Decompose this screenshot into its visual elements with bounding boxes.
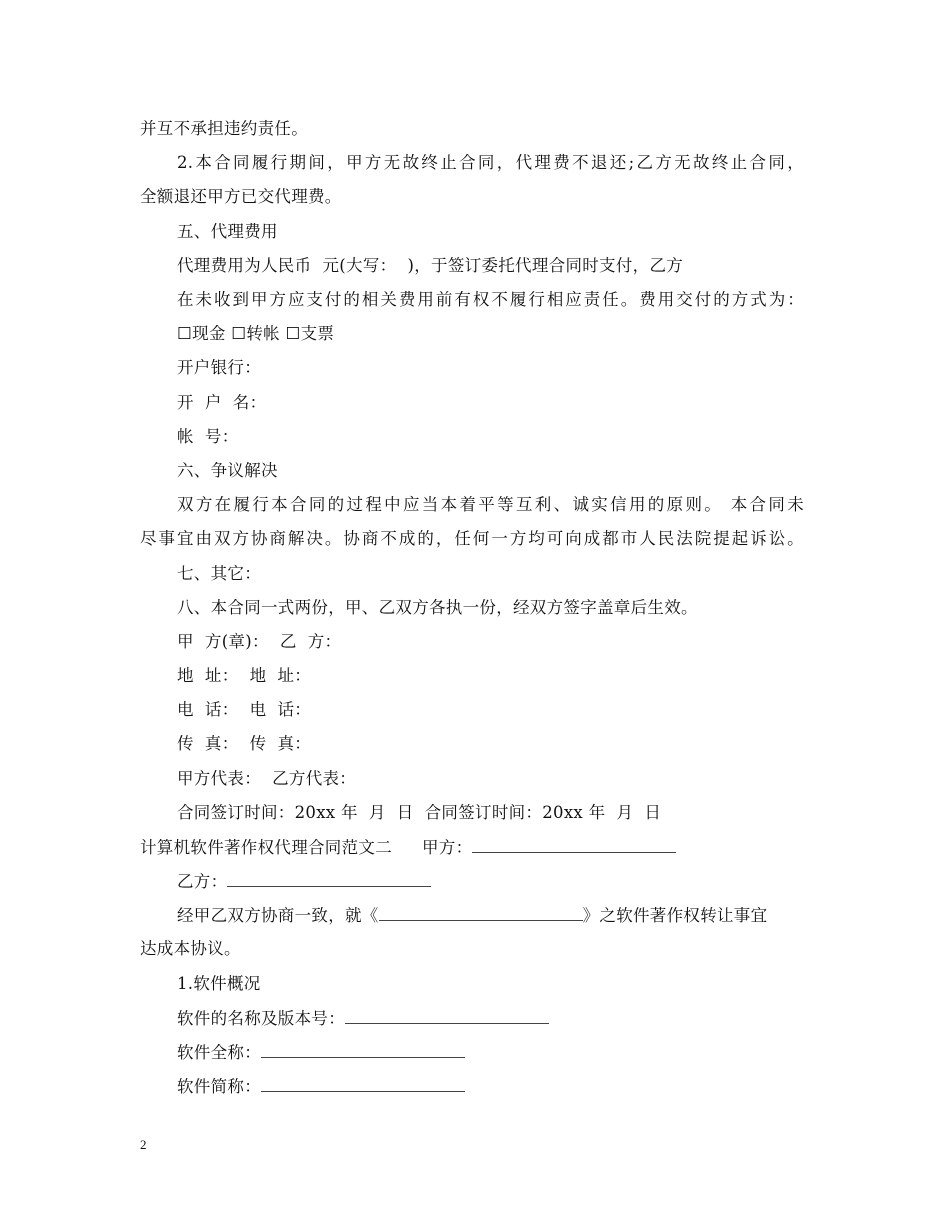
software-version-line — [177, 1007, 549, 1030]
page-number: 2 — [140, 1137, 147, 1152]
section-heading: 1.软件概况 — [177, 974, 261, 993]
software-full-name-line — [177, 1041, 465, 1064]
software-name-blank — [379, 904, 583, 921]
software-version-blank — [345, 1007, 549, 1024]
text-line: 双方在履行本合同的过程中应当本着平等互利、诚实信用的原则。 本合同未 — [177, 495, 804, 514]
section-heading: 五、代理费用 — [177, 222, 278, 241]
template-title: 计算机软件著作权代理合同范文二 — [140, 838, 392, 857]
text-line: 尽事宜由双方协商解决。协商不成的，任何一方均可向成都市人民法院提起诉讼。 — [140, 529, 804, 548]
signature-line: 电 话： 电 话： — [177, 700, 312, 719]
signature-line: 传 真： 传 真： — [177, 734, 312, 753]
signing-date-line: 合同签订时间：20xx 年 月 日 合同签订时间：20xx 年 月 日 — [177, 803, 662, 822]
agreement-text-start: 经甲乙双方协商一致，就《 — [177, 906, 379, 925]
party-a-blank — [472, 836, 676, 853]
text-line: 帐 号： — [177, 427, 239, 446]
text-line: 开 户 名： — [177, 393, 267, 412]
party-b-label: 乙方： — [177, 872, 228, 891]
signature-line: 地 址： 地 址： — [177, 666, 312, 685]
template-title-line — [140, 836, 676, 859]
signature-line: 甲方代表： 乙方代表： — [177, 769, 357, 788]
software-short-name-line — [177, 1075, 465, 1098]
software-full-name-blank — [261, 1041, 465, 1058]
text-line: 开户银行： — [177, 358, 261, 377]
section-heading: 八、本合同一式两份，甲、乙双方各执一份，经双方签字盖章后生效。 — [177, 598, 698, 617]
software-short-name-blank — [261, 1075, 465, 1092]
software-version-label: 软件的名称及版本号： — [177, 1009, 345, 1028]
section-heading: 七、其它： — [177, 564, 261, 583]
party-b-blank — [227, 870, 431, 887]
text-line: 全额退还甲方已交代理费。 — [140, 187, 342, 206]
software-full-name-label: 软件全称： — [177, 1043, 261, 1062]
payment-options: ☐现金 ☐转帐 ☐支票 — [177, 324, 335, 343]
text-line: 代理费用为人民币 元(大写： )，于签订委托代理合同时支付，乙方 — [177, 256, 684, 275]
agreement-line — [177, 904, 767, 927]
text-line: 2.本合同履行期间，甲方无故终止合同，代理费不退还;乙方无故终止合同， — [177, 153, 804, 172]
text-line: 达成本协议。 — [140, 939, 241, 958]
party-b-line — [177, 870, 431, 893]
party-a-label: 甲方： — [422, 838, 473, 857]
agreement-text-end: 》之软件著作权转让事宜 — [582, 906, 768, 925]
section-heading: 六、争议解决 — [177, 461, 278, 480]
text-line: 并互不承担违约责任。 — [140, 119, 308, 138]
text-line: 在未收到甲方应支付的相关费用前有权不履行相应责任。费用交付的方式为： — [177, 290, 804, 309]
signature-line: 甲 方(章)： 乙 方： — [177, 632, 342, 651]
software-short-name-label: 软件简称： — [177, 1077, 261, 1096]
